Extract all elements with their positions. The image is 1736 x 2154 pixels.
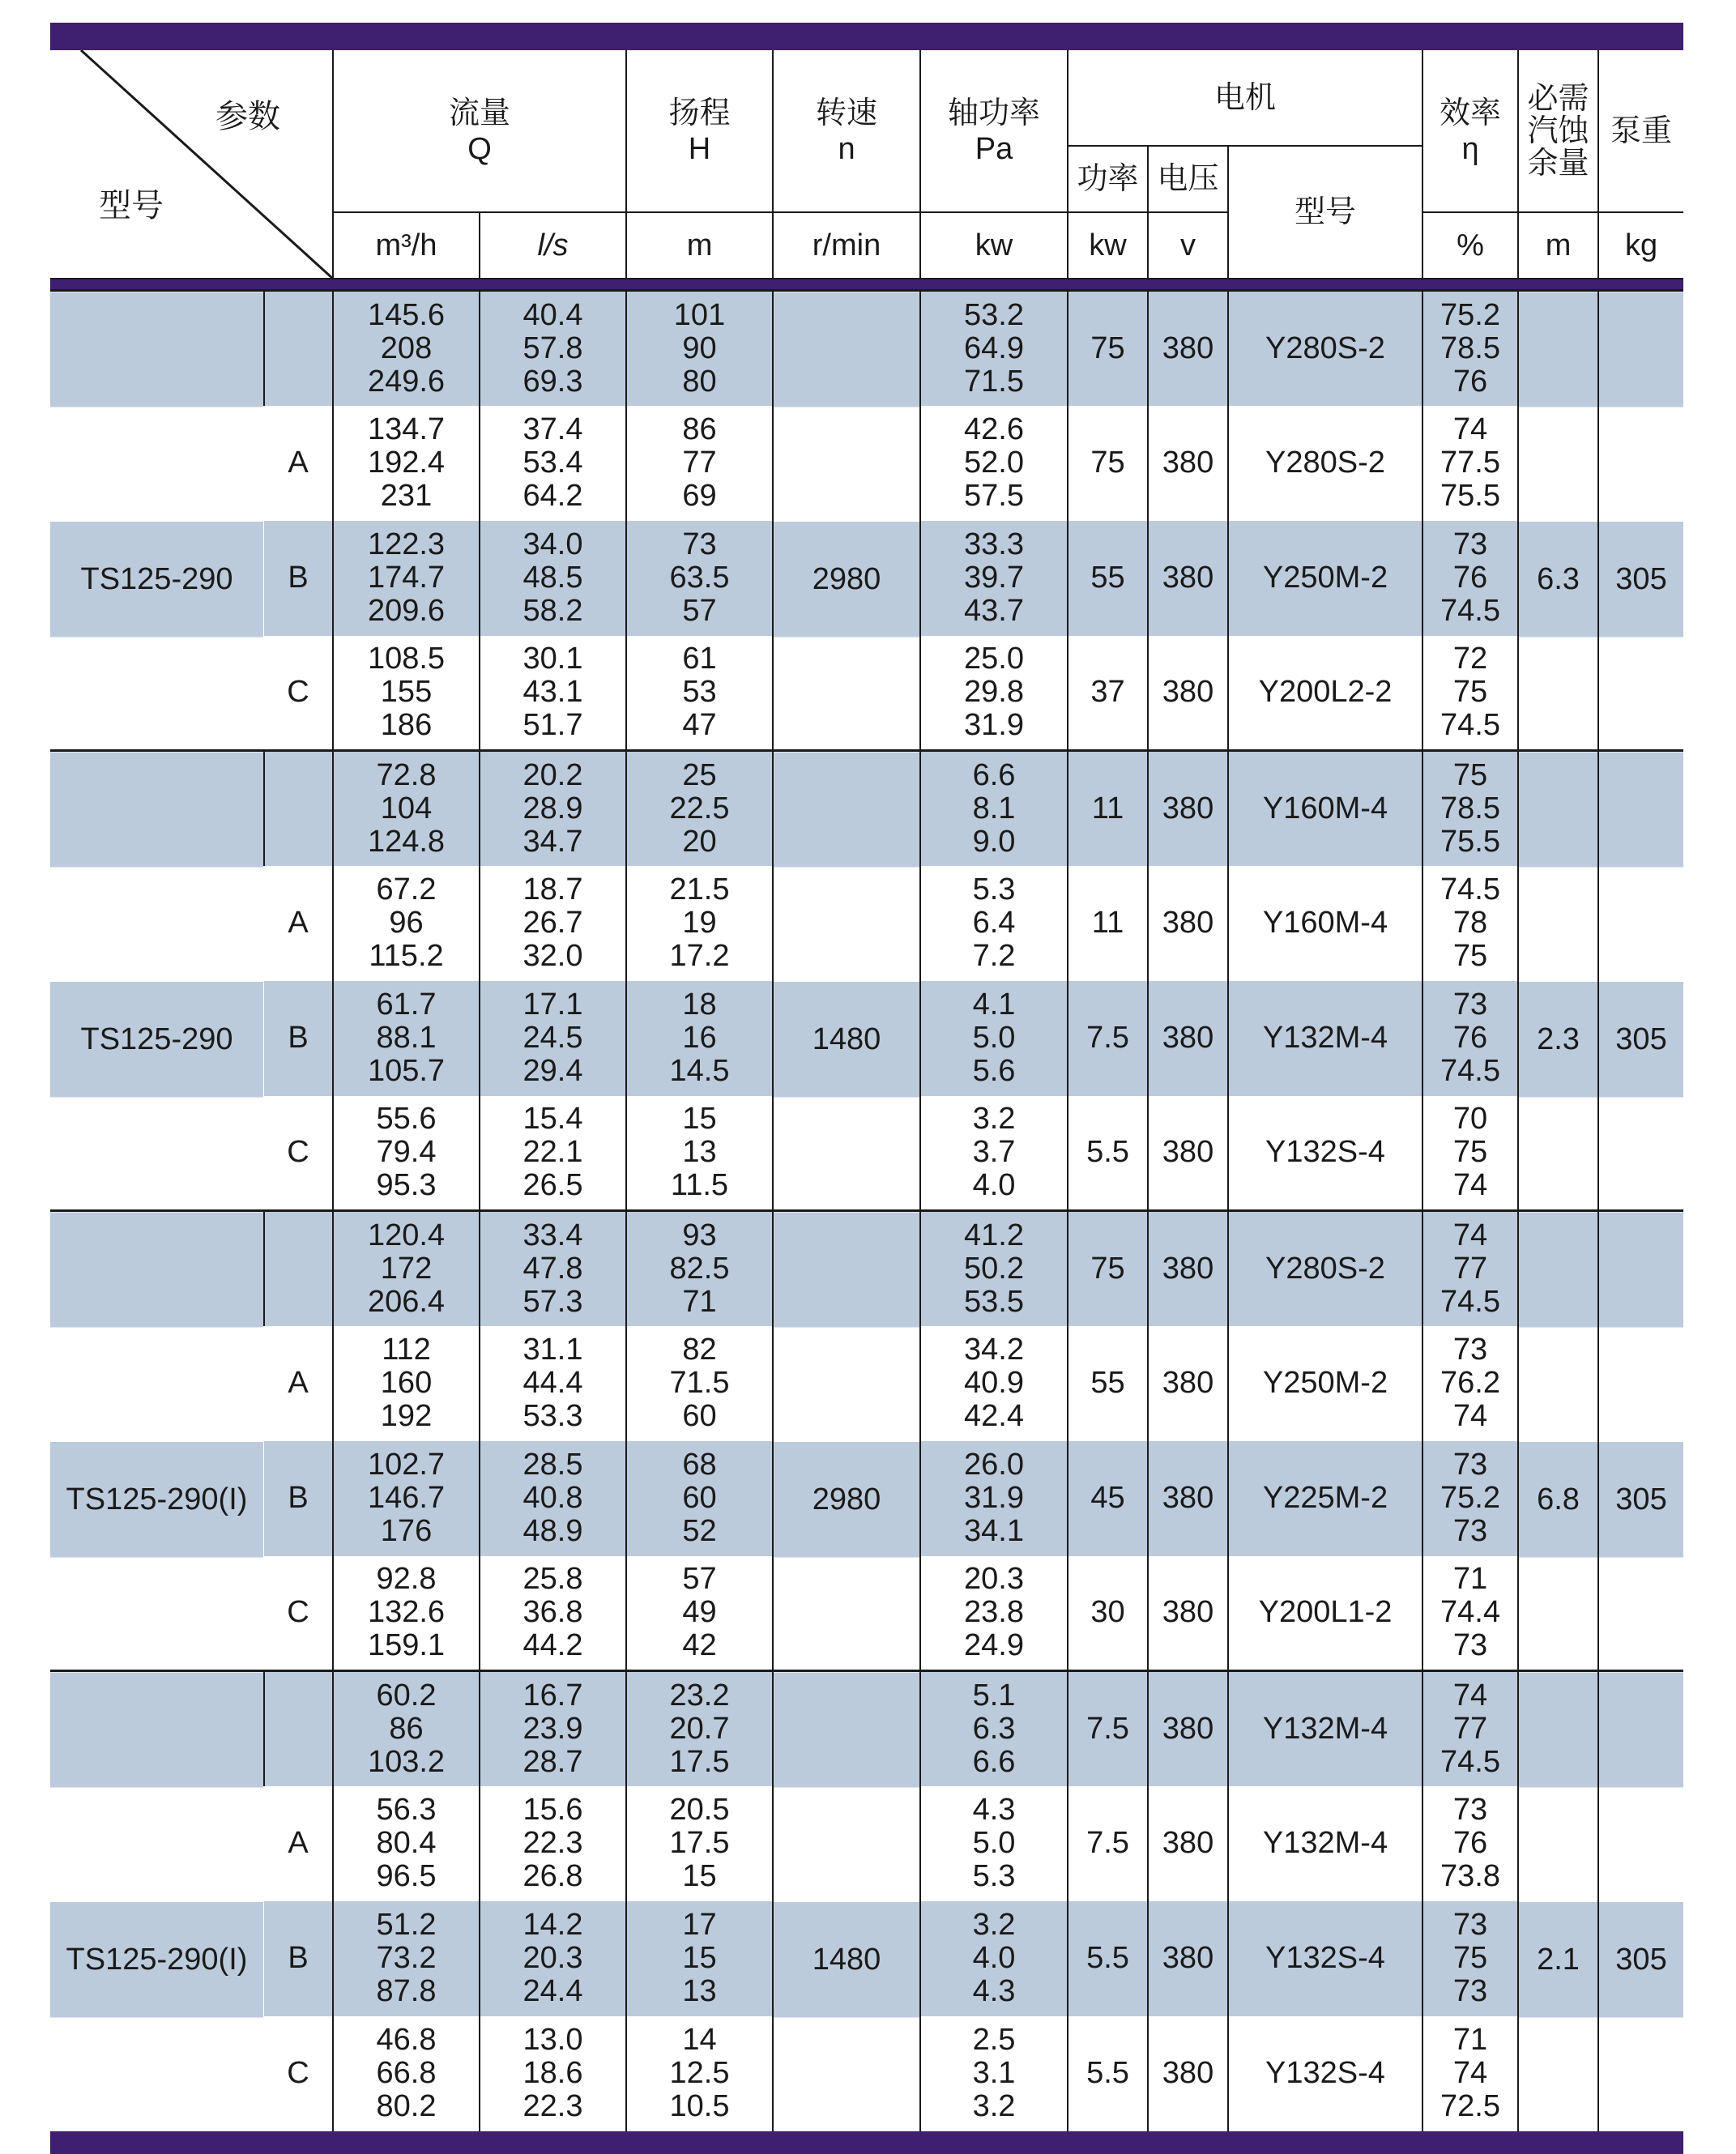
weight-value: 305 <box>1599 1442 1683 1557</box>
corner-header-cell <box>50 50 333 279</box>
speed-name: 转速 <box>816 96 878 130</box>
voltage-cell: 380 <box>1148 291 1228 406</box>
voltage-cell: 380 <box>1148 1326 1228 1441</box>
motor-model-cell: Y250M-2 <box>1228 1326 1422 1441</box>
weight-cell <box>1598 1211 1683 1671</box>
pump-spec-sheet <box>50 23 1683 2154</box>
shaft-power-cell: 41.2 50.2 53.5 <box>920 1211 1068 1326</box>
voltage-cell: 380 <box>1148 2016 1228 2131</box>
head-cell: 73 63.5 57 <box>626 521 773 636</box>
model-label: TS125-290(I) <box>50 1442 263 1557</box>
variant-cell: C <box>287 675 309 710</box>
motor-model-cell: Y160M-4 <box>1228 751 1422 866</box>
flow-ls-cell: 30.1 43.1 51.7 <box>480 636 626 751</box>
speed-cell <box>773 1211 920 1671</box>
motor-model-cell: Y132S-4 <box>1228 1901 1422 2016</box>
efficiency-symbol: η <box>1461 131 1479 166</box>
flow-m3h-cell: 60.2 86 103.2 <box>333 1671 480 1786</box>
corner-model-label: 型号 <box>99 188 164 224</box>
unit-flow-ls: l/s <box>480 212 626 279</box>
motor-power-cell: 55 <box>1068 1326 1148 1441</box>
weight-cell <box>1598 751 1683 1211</box>
weight-cell <box>1598 1671 1683 2131</box>
model-label: TS125-290(I) <box>50 1902 263 2017</box>
efficiency-cell: 73 75.2 73 <box>1422 1441 1518 1556</box>
voltage-cell: 380 <box>1148 751 1228 866</box>
efficiency-cell: 73 76.2 74 <box>1422 1326 1518 1441</box>
shaft-power-header <box>920 50 1068 212</box>
motor-voltage-header: 电压 <box>1148 146 1228 212</box>
speed-header <box>773 50 920 212</box>
npsh-line-2: 汽蚀 <box>1527 113 1589 148</box>
motor-power-cell: 37 <box>1068 636 1148 751</box>
shaft-power-cell: 53.2 64.9 71.5 <box>920 291 1068 406</box>
npsh-value: 2.1 <box>1519 1902 1597 2017</box>
npsh-cell <box>1518 291 1598 751</box>
flow-m3h-cell: 145.6 208 249.6 <box>333 291 480 406</box>
motor-header: 电机 <box>1068 50 1422 146</box>
efficiency-cell: 73 76 73.8 <box>1422 1786 1518 1901</box>
motor-power-cell: 5.5 <box>1068 1901 1148 2016</box>
flow-ls-cell: 33.4 47.8 57.3 <box>480 1211 626 1326</box>
efficiency-cell: 74 77 74.5 <box>1422 1671 1518 1786</box>
voltage-cell: 380 <box>1148 406 1228 521</box>
motor-model-cell: Y225M-2 <box>1228 1441 1422 1556</box>
variant-cell: C <box>287 1595 309 1630</box>
speed-value: 2980 <box>774 522 919 637</box>
motor-model-cell: Y250M-2 <box>1228 521 1422 636</box>
variant-cell <box>264 291 333 406</box>
table-row <box>50 1211 1683 1326</box>
head-name: 扬程 <box>668 96 731 130</box>
npsh-value: 6.3 <box>1519 522 1597 637</box>
motor-model-cell: Y132S-4 <box>1228 1096 1422 1211</box>
head-cell: 23.2 20.7 17.5 <box>626 1671 773 1786</box>
flow-m3h-cell: 51.2 73.2 87.8 <box>333 1901 480 2016</box>
flow-m3h-cell: 102.7 146.7 176 <box>333 1441 480 1556</box>
motor-model-cell: Y132M-4 <box>1228 1671 1422 1786</box>
head-cell: 20.5 17.5 15 <box>626 1786 773 1901</box>
npsh-cell <box>1518 1211 1598 1671</box>
motor-power-cell: 75 <box>1068 406 1148 521</box>
flow-m3h-cell: 134.7 192.4 231 <box>333 406 480 521</box>
voltage-cell: 380 <box>1148 1096 1228 1211</box>
flow-ls-cell: 15.6 22.3 26.8 <box>480 1786 626 1901</box>
flow-m3h-cell: 56.3 80.4 96.5 <box>333 1786 480 1901</box>
table-body <box>50 291 1683 2131</box>
motor-power-cell: 75 <box>1068 291 1148 406</box>
shaft-power-cell: 33.3 39.7 43.7 <box>920 521 1068 636</box>
voltage-cell: 380 <box>1148 1786 1228 1901</box>
shaft-power-cell: 5.3 6.4 7.2 <box>920 866 1068 981</box>
shaft-power-symbol: Pa <box>975 131 1013 166</box>
variant-cell <box>264 751 333 866</box>
motor-model-cell: Y132S-4 <box>1228 2016 1422 2131</box>
unit-npsh: m <box>1518 212 1598 279</box>
flow-name: 流量 <box>449 96 511 130</box>
efficiency-cell: 73 76 74.5 <box>1422 521 1518 636</box>
flow-m3h-cell: 46.8 66.8 80.2 <box>333 2016 480 2131</box>
head-cell: 68 60 52 <box>626 1441 773 1556</box>
table-row <box>50 751 1683 866</box>
variant-cell: C <box>287 1135 309 1170</box>
head-cell: 21.5 19 17.2 <box>626 866 773 981</box>
flow-ls-cell: 20.2 28.9 34.7 <box>480 751 626 866</box>
head-cell: 57 49 42 <box>626 1556 773 1671</box>
voltage-cell: 380 <box>1148 981 1228 1096</box>
variant-cell: B <box>264 981 333 1096</box>
flow-ls-cell: 31.1 44.4 53.3 <box>480 1326 626 1441</box>
weight-value: 305 <box>1599 522 1683 637</box>
unit-flow-m3h: m³/h <box>333 212 480 279</box>
variant-cell <box>264 1211 333 1326</box>
shaft-power-cell: 3.2 3.7 4.0 <box>920 1096 1068 1211</box>
flow-m3h-cell: 61.7 88.1 105.7 <box>333 981 480 1096</box>
shaft-power-cell: 5.1 6.3 6.6 <box>920 1671 1068 1786</box>
variant-cell <box>264 1671 333 1786</box>
efficiency-cell: 73 76 74.5 <box>1422 981 1518 1096</box>
voltage-cell: 380 <box>1148 1211 1228 1326</box>
motor-model-cell: Y280S-2 <box>1228 291 1422 406</box>
pump-performance-table <box>50 50 1683 279</box>
efficiency-header <box>1422 50 1518 212</box>
flow-m3h-cell: 92.8 132.6 159.1 <box>333 1556 480 1671</box>
efficiency-cell: 72 75 74.5 <box>1422 636 1518 751</box>
speed-symbol: n <box>838 131 855 166</box>
flow-m3h-cell: 108.5 155 186 <box>333 636 480 751</box>
pump-performance-body <box>50 289 1683 2131</box>
flow-m3h-cell: 120.4 172 206.4 <box>333 1211 480 1326</box>
motor-power-cell: 30 <box>1068 1556 1148 1671</box>
motor-model-cell: Y280S-2 <box>1228 406 1422 521</box>
variant-cell: B <box>264 1441 333 1556</box>
table-row <box>50 1671 1683 1786</box>
motor-power-cell: 75 <box>1068 1211 1148 1326</box>
flow-m3h-cell: 112 160 192 <box>333 1326 480 1441</box>
voltage-cell: 380 <box>1148 1671 1228 1786</box>
efficiency-cell: 73 75 73 <box>1422 1901 1518 2016</box>
motor-model-cell: Y280S-2 <box>1228 1211 1422 1326</box>
corner-params-label: 参数 <box>215 99 280 134</box>
npsh-line-1: 必需 <box>1527 81 1589 116</box>
npsh-cell <box>1518 1671 1598 2131</box>
head-cell: 18 16 14.5 <box>626 981 773 1096</box>
head-cell: 93 82.5 71 <box>626 1211 773 1326</box>
corner-diagonal-line <box>50 50 333 279</box>
unit-voltage: v <box>1148 212 1228 279</box>
speed-cell <box>773 1671 920 2131</box>
bottom-color-band <box>50 2131 1683 2154</box>
voltage-cell: 380 <box>1148 1441 1228 1556</box>
head-cell: 82 71.5 60 <box>626 1326 773 1441</box>
shaft-power-cell: 25.0 29.8 31.9 <box>920 636 1068 751</box>
speed-value: 1480 <box>774 982 919 1097</box>
voltage-cell: 380 <box>1148 636 1228 751</box>
unit-weight: kg <box>1598 212 1683 279</box>
flow-ls-cell: 28.5 40.8 48.9 <box>480 1441 626 1556</box>
head-cell: 15 13 11.5 <box>626 1096 773 1211</box>
voltage-cell: 380 <box>1148 866 1228 981</box>
speed-cell <box>773 751 920 1211</box>
head-cell: 17 15 13 <box>626 1901 773 2016</box>
head-cell: 25 22.5 20 <box>626 751 773 866</box>
variant-cell: B <box>264 1901 333 2016</box>
head-cell: 101 90 80 <box>626 291 773 406</box>
motor-model-header: 型号 <box>1228 146 1422 279</box>
efficiency-cell: 74 77 74.5 <box>1422 1211 1518 1326</box>
npsh-value: 6.8 <box>1519 1442 1597 1557</box>
table-row <box>50 291 1683 406</box>
motor-power-cell: 11 <box>1068 751 1148 866</box>
shaft-power-cell: 34.2 40.9 42.4 <box>920 1326 1068 1441</box>
group-model-cell <box>50 751 264 1211</box>
flow-ls-cell: 25.8 36.8 44.2 <box>480 1556 626 1671</box>
group-model-cell <box>50 1211 264 1671</box>
motor-model-cell: Y200L2-2 <box>1228 636 1422 751</box>
shaft-power-name: 轴功率 <box>948 96 1041 130</box>
flow-ls-cell: 40.4 57.8 69.3 <box>480 291 626 406</box>
head-header <box>626 50 773 212</box>
motor-power-cell: 11 <box>1068 866 1148 981</box>
efficiency-cell: 71 74 72.5 <box>1422 2016 1518 2131</box>
pump-weight-header: 泵重 <box>1598 50 1683 212</box>
efficiency-cell: 74.5 78 75 <box>1422 866 1518 981</box>
efficiency-cell: 74 77.5 75.5 <box>1422 406 1518 521</box>
variant-cell: A <box>288 1826 309 1860</box>
flow-ls-cell: 15.4 22.1 26.5 <box>480 1096 626 1211</box>
efficiency-cell: 70 75 74 <box>1422 1096 1518 1211</box>
speed-value: 2980 <box>774 1442 919 1557</box>
voltage-cell: 380 <box>1148 1901 1228 2016</box>
weight-value: 305 <box>1599 1902 1683 2017</box>
top-color-band <box>50 23 1683 50</box>
npsh-line-3: 余量 <box>1527 146 1589 181</box>
flow-m3h-cell: 67.2 96 115.2 <box>333 866 480 981</box>
shaft-power-cell: 4.3 5.0 5.3 <box>920 1786 1068 1901</box>
head-cell: 61 53 47 <box>626 636 773 751</box>
flow-m3h-cell: 72.8 104 124.8 <box>333 751 480 866</box>
efficiency-cell: 75 78.5 75.5 <box>1422 751 1518 866</box>
efficiency-name: 效率 <box>1440 96 1502 130</box>
table-header <box>50 50 1683 279</box>
shaft-power-cell: 3.2 4.0 4.3 <box>920 1901 1068 2016</box>
motor-model-cell: Y132M-4 <box>1228 981 1422 1096</box>
flow-ls-cell: 14.2 20.3 24.4 <box>480 1901 626 2016</box>
head-symbol: H <box>688 131 711 166</box>
variant-cell: B <box>264 521 333 636</box>
flow-ls-cell: 34.0 48.5 58.2 <box>480 521 626 636</box>
motor-power-cell: 5.5 <box>1068 2016 1148 2131</box>
weight-cell <box>1598 291 1683 751</box>
shaft-power-cell: 42.6 52.0 57.5 <box>920 406 1068 521</box>
npsh-cell <box>1518 751 1598 1211</box>
flow-ls-cell: 18.7 26.7 32.0 <box>480 866 626 981</box>
motor-power-cell: 45 <box>1068 1441 1148 1556</box>
unit-motor-power: kw <box>1068 212 1148 279</box>
motor-power-cell: 7.5 <box>1068 1671 1148 1786</box>
voltage-cell: 380 <box>1148 1556 1228 1671</box>
model-label: TS125-290 <box>50 522 263 637</box>
flow-header <box>333 50 626 212</box>
npsh-value: 2.3 <box>1519 982 1597 1097</box>
motor-power-header: 功率 <box>1068 146 1148 212</box>
motor-model-cell: Y132M-4 <box>1228 1786 1422 1901</box>
unit-speed: r/min <box>773 212 920 279</box>
weight-value: 305 <box>1599 982 1683 1097</box>
group-model-cell <box>50 1671 264 2131</box>
head-cell: 14 12.5 10.5 <box>626 2016 773 2131</box>
motor-power-cell: 5.5 <box>1068 1096 1148 1211</box>
flow-symbol: Q <box>467 131 492 166</box>
efficiency-cell: 71 74.4 73 <box>1422 1556 1518 1671</box>
variant-cell: A <box>288 446 309 480</box>
npsh-header <box>1518 50 1598 212</box>
efficiency-cell: 75.2 78.5 76 <box>1422 291 1518 406</box>
speed-cell <box>773 291 920 751</box>
shaft-power-cell: 26.0 31.9 34.1 <box>920 1441 1068 1556</box>
flow-m3h-cell: 55.6 79.4 95.3 <box>333 1096 480 1211</box>
unit-shaft-power: kw <box>920 212 1068 279</box>
shaft-power-cell: 4.1 5.0 5.6 <box>920 981 1068 1096</box>
variant-cell: C <box>287 2056 309 2090</box>
motor-power-cell: 7.5 <box>1068 1786 1148 1901</box>
motor-power-cell: 7.5 <box>1068 981 1148 1096</box>
group-model-cell <box>50 291 264 751</box>
flow-ls-cell: 13.0 18.6 22.3 <box>480 2016 626 2131</box>
shaft-power-cell: 20.3 23.8 24.9 <box>920 1556 1068 1671</box>
flow-ls-cell: 17.1 24.5 29.4 <box>480 981 626 1096</box>
unit-efficiency: % <box>1422 212 1518 279</box>
flow-m3h-cell: 122.3 174.7 209.6 <box>333 521 480 636</box>
motor-model-cell: Y160M-4 <box>1228 866 1422 981</box>
variant-cell: A <box>288 906 309 940</box>
voltage-cell: 380 <box>1148 521 1228 636</box>
model-label: TS125-290 <box>50 982 263 1097</box>
flow-ls-cell: 16.7 23.9 28.7 <box>480 1671 626 1786</box>
shaft-power-cell: 6.6 8.1 9.0 <box>920 751 1068 866</box>
variant-cell: A <box>288 1366 309 1400</box>
motor-power-cell: 55 <box>1068 521 1148 636</box>
motor-model-cell: Y200L1-2 <box>1228 1556 1422 1671</box>
unit-head: m <box>626 212 773 279</box>
header-divider-band <box>50 279 1683 289</box>
head-cell: 86 77 69 <box>626 406 773 521</box>
shaft-power-cell: 2.5 3.1 3.2 <box>920 2016 1068 2131</box>
flow-ls-cell: 37.4 53.4 64.2 <box>480 406 626 521</box>
speed-value: 1480 <box>774 1902 919 2017</box>
